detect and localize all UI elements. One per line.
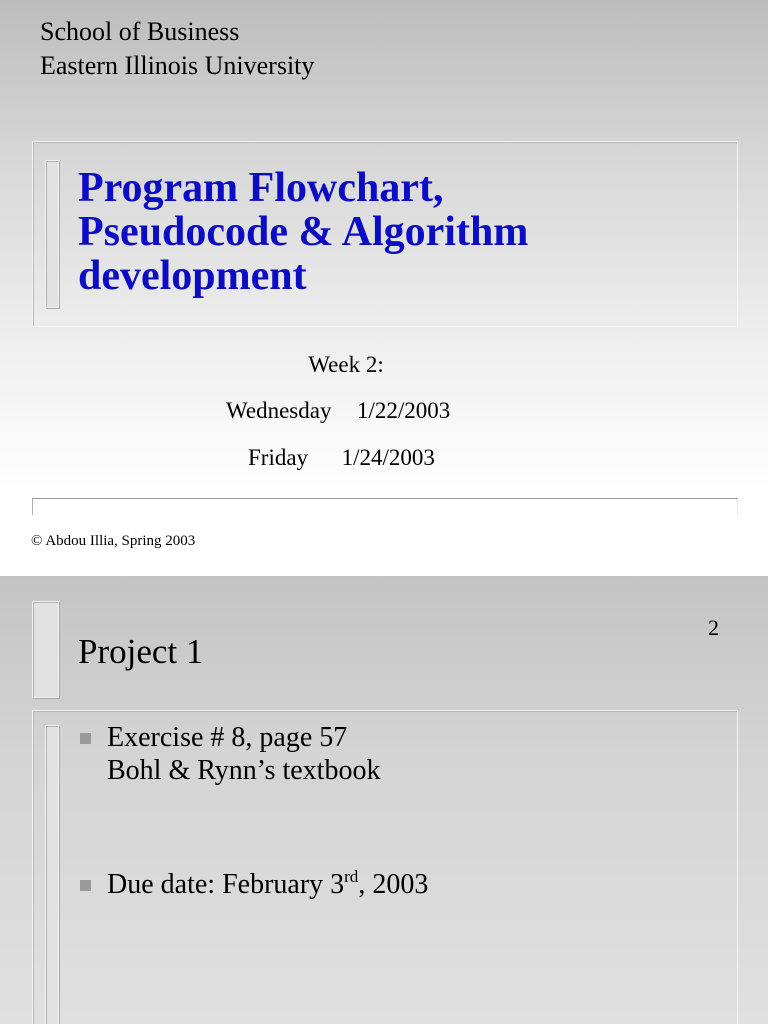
due-date-prefix: Due date: February 3 (107, 869, 345, 900)
square-bullet-icon (80, 733, 91, 744)
title-line-1: Program Flowchart, (78, 165, 444, 211)
bullet-line-1: Exercise # 8, page 57 (107, 722, 348, 753)
day-date: 1/22/2003 (356, 398, 451, 423)
due-date-suffix: , 2003 (358, 869, 429, 900)
slide-title (78, 166, 528, 298)
footer-frame (32, 498, 738, 515)
school-name: School of Business (40, 17, 240, 46)
slide-number: 2 (708, 615, 719, 640)
bullet-line-1 (107, 868, 428, 901)
week-label: Week 2: (308, 352, 384, 377)
day-name: Wednesday (226, 398, 332, 423)
copyright-footer: © Abdou Illia, Spring 2003 (31, 533, 196, 549)
list-item (80, 868, 428, 901)
title-accent-bar (32, 601, 59, 698)
bullet-line-2: Bohl & Rynn’s textbook (107, 755, 381, 786)
day-name: Friday (248, 445, 309, 470)
square-bullet-icon (80, 880, 91, 891)
ordinal-suffix: rd (344, 867, 359, 886)
day-date: 1/24/2003 (341, 445, 435, 470)
list-item (80, 721, 380, 787)
date-row-wednesday (226, 398, 450, 424)
university-name: Eastern Illinois University (40, 51, 315, 80)
date-row-friday (248, 445, 435, 471)
content-accent-bar (45, 725, 59, 1024)
title-line-2: Pseudocode & Algorithm (78, 209, 529, 255)
slide-title: Project 1 (78, 632, 204, 671)
title-accent-bar (45, 160, 59, 308)
content-slide (0, 576, 768, 1024)
title-line-3: development (78, 253, 307, 299)
